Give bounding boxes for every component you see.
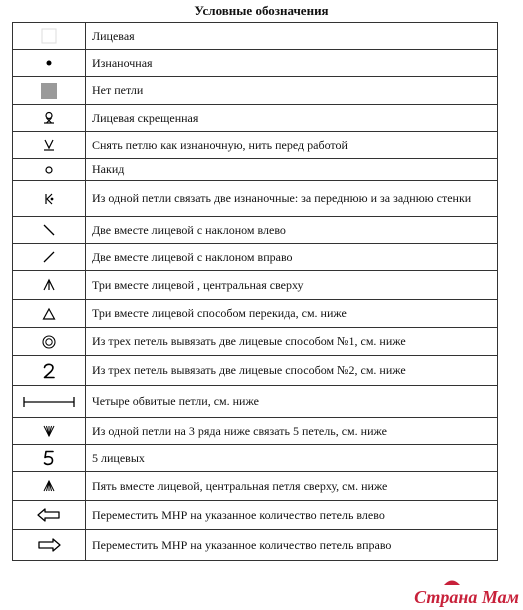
number-2-icon: [41, 362, 57, 380]
symbol-cell: [13, 244, 86, 271]
table-row: [13, 356, 498, 386]
no-stitch-icon: [40, 82, 58, 100]
table-row: [13, 271, 498, 300]
k5tog-center-icon: [42, 479, 56, 493]
table-row: [13, 386, 498, 418]
watermark-text: Страна Мам: [414, 587, 519, 607]
legend-text: Четыре обвитые петли, см. ниже: [86, 386, 498, 418]
legend-text: Снять петлю как изнаночную, нить перед работой: [86, 132, 498, 159]
legend-text: Из одной петли на 3 ряда ниже связать 5 петель, см. ниже: [86, 418, 498, 445]
legend-text: Три вместе лицевой способом перекида, см. ниже: [86, 300, 498, 328]
table-row: [13, 445, 498, 472]
symbol-cell: [13, 418, 86, 445]
legend-text: Две вместе лицевой с наклоном вправо: [86, 244, 498, 271]
symbol-cell: [13, 445, 86, 472]
wrapped-bar-icon: [22, 395, 76, 409]
symbol-cell: [13, 132, 86, 159]
twisted-knit-icon: [42, 111, 56, 125]
hat-icon: [442, 578, 462, 586]
table-row: [13, 244, 498, 271]
table-row: [13, 300, 498, 328]
two-purl-from-one-icon: [43, 192, 55, 206]
table-row: [13, 501, 498, 530]
symbol-cell: [13, 472, 86, 501]
purl-icon: [41, 55, 57, 71]
arrow-left-icon: [36, 507, 62, 523]
slip-purlwise-icon: [42, 138, 56, 152]
watermark-logo: [414, 587, 519, 608]
symbol-cell: [13, 501, 86, 530]
symbol-cell: [13, 217, 86, 244]
table-row: [13, 530, 498, 561]
legend-table: [12, 22, 498, 561]
legend-text: 5 лицевых: [86, 445, 498, 472]
legend-text: Нет петли: [86, 77, 498, 105]
symbol-cell: [13, 105, 86, 132]
table-row: [13, 159, 498, 181]
circled-1-icon: [41, 334, 57, 350]
table-row: [13, 23, 498, 50]
k2tog-right-icon: [42, 250, 56, 264]
k3tog-triangle-icon: [42, 307, 56, 321]
symbol-cell: [13, 50, 86, 77]
symbol-cell: [13, 386, 86, 418]
table-row: [13, 77, 498, 105]
legend-text: Из одной петли связать две изнаночные: за переднюю и за заднюю стенки: [86, 181, 498, 217]
table-row: [13, 472, 498, 501]
page-title: Условные обозначения: [194, 3, 329, 18]
legend-text: Переместить МНР на указанное количество петель вправо: [86, 530, 498, 561]
symbol-cell: [13, 23, 86, 50]
symbol-cell: [13, 77, 86, 105]
symbol-cell: [13, 181, 86, 217]
five-from-one-icon: [42, 424, 56, 438]
legend-text: Накид: [86, 159, 498, 181]
k3tog-center-icon: [42, 278, 56, 292]
symbol-cell: [13, 356, 86, 386]
table-row: [13, 181, 498, 217]
knit-icon: [41, 28, 57, 44]
legend-text: Из трех петель вывязать две лицевые способом №2, см. ниже: [86, 356, 498, 386]
symbol-cell: [13, 159, 86, 181]
table-row: [13, 418, 498, 445]
k2tog-left-icon: [42, 223, 56, 237]
table-row: [13, 132, 498, 159]
legend-text: Переместить МНР на указанное количество петель влево: [86, 501, 498, 530]
legend-text: Две вместе лицевой с наклоном влево: [86, 217, 498, 244]
legend-text: Три вместе лицевой , центральная сверху: [86, 271, 498, 300]
legend-text: Лицевая: [86, 23, 498, 50]
symbol-cell: [13, 530, 86, 561]
number-5-icon: [41, 449, 57, 467]
yarn-over-icon: [43, 164, 55, 176]
legend-text: Лицевая скрещенная: [86, 105, 498, 132]
table-row: [13, 105, 498, 132]
symbol-cell: [13, 328, 86, 356]
legend-text: Из трех петель вывязать две лицевые способом №1, см. ниже: [86, 328, 498, 356]
arrow-right-icon: [36, 537, 62, 553]
legend-text: Изнаночная: [86, 50, 498, 77]
table-row: [13, 328, 498, 356]
table-row: [13, 217, 498, 244]
symbol-cell: [13, 271, 86, 300]
legend-text: Пять вместе лицевой, центральная петля сверху, см. ниже: [86, 472, 498, 501]
table-row: [13, 50, 498, 77]
symbol-cell: [13, 300, 86, 328]
